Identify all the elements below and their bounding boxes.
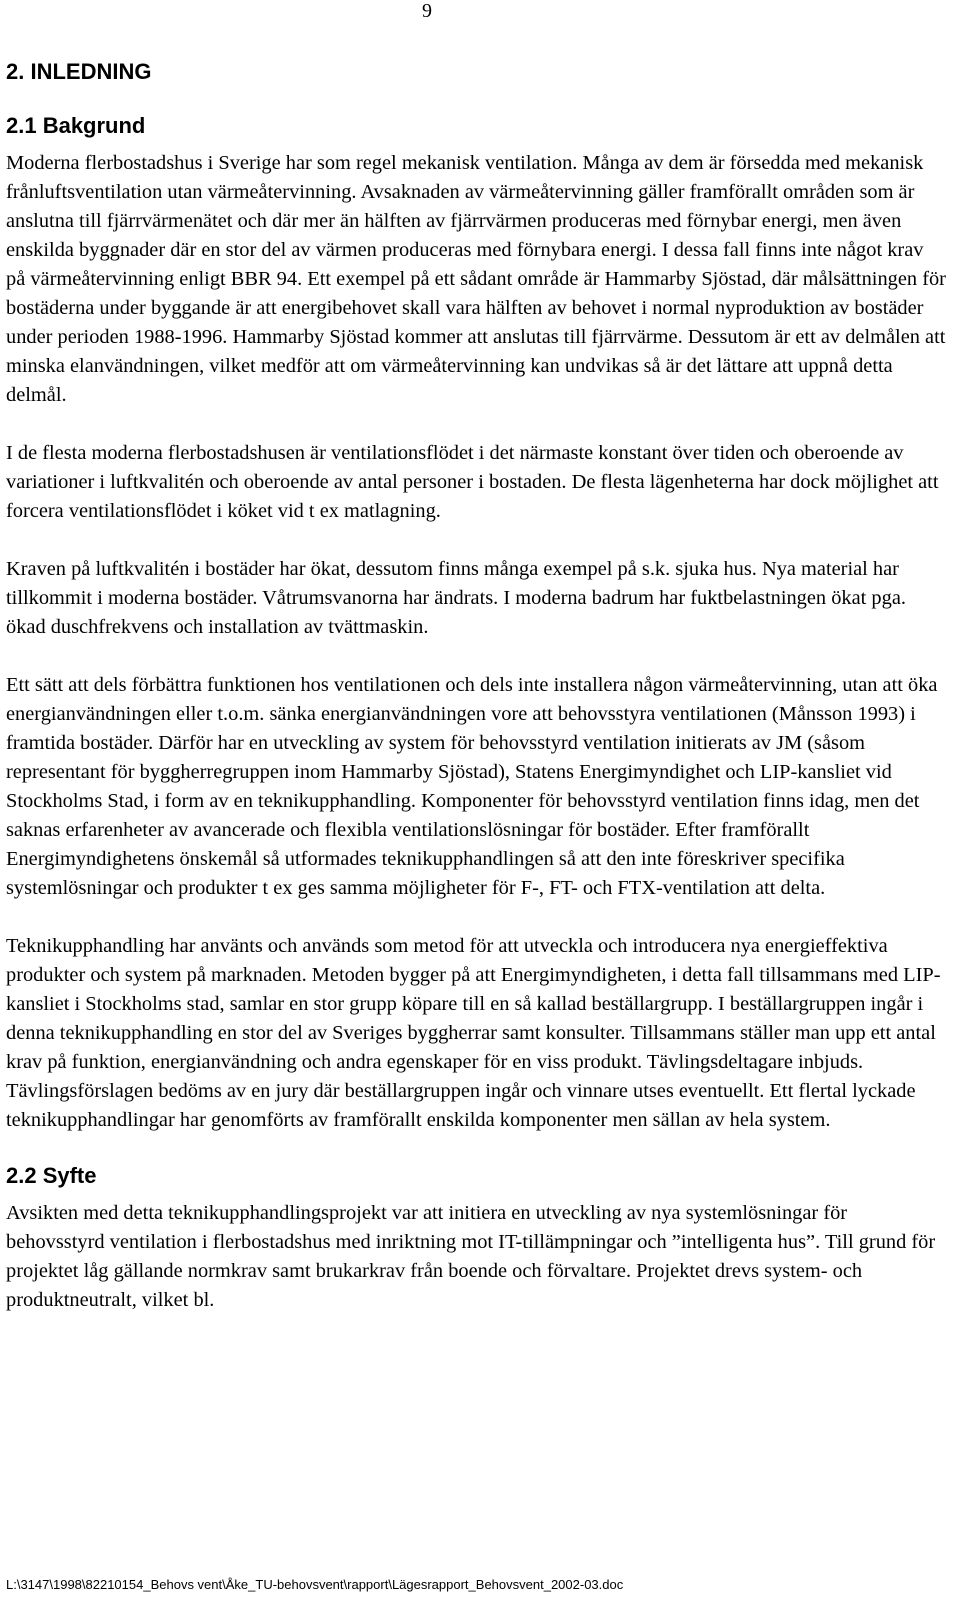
- paragraph: Kraven på luftkvalitén i bostäder har ökat, dessutom finns många exempel på s.k. sjuka hus. Nya material har tillkommit i moderna bostäder. Våtrumsvanorna har ändrats. I moderna badrum har fuktbelastningen ökat pga. ökad duschfrekvens och installation av tvättmaskin.: [6, 558, 906, 638]
- page-number: 9: [422, 0, 432, 22]
- document-body: [6, 57, 946, 1344]
- paragraph: Moderna flerbostadshus i Sverige har som regel mekanisk ventilation. Många av dem är försedda med mekanisk frånluftsventilation utan värmeåtervinning. Avsaknaden av värmeåtervinning gäller framförallt områden som är anslutna till fjärrvärmenätet och där mer än hälften av fjärrvärmen produceras med förnybar energi, men även enskilda byggnader där en stor del av värmen produceras med förnybara energi. I dessa fall finns inte något krav på värmeåtervinning enligt BBR 94. Ett exempel på ett sådant område är Hammarby Sjöstad, där målsättningen för bostäderna under byggande är att energibehovet skall vara hälften av behovet i normal nyproduktion av bostäder under perioden 1988-1996. Hammarby Sjöstad kommer att anslutas till fjärrvärme. Dessutom är ett av delmålen att minska elanvändningen, vilket medför att om värmeåtervinning kan undvikas så är det lättare att uppnå detta delmål.: [6, 152, 946, 406]
- section-heading-bakgrund: 2.1 Bakgrund: [6, 113, 146, 138]
- chapter-heading: 2. INLEDNING: [6, 59, 152, 84]
- paragraph: Teknikupphandling har använts och används som metod för att utveckla och introducera nya energieffektiva produkter och system på marknaden. Metoden bygger på att Energimyndigheten, i detta fall tillsammans med LIP-kansliet i Stockholms stad, samlar en stor grupp köpare till en så kallad beställargrupp. I beställargruppen ingår i denna teknikupphandling en stor del av Sveriges byggherrar samt konsulter. Tillsammans ställer man upp ett antal krav på funktion, energianvändning och andra egenskaper för en viss produkt. Tävlingsdeltagare inbjuds. Tävlingsförslagen bedöms av en jury där beställargruppen ingår och vinnare utses eventuellt. Ett flertal lyckade teknikupphandlingar har genomförts av framförallt enskilda komponenter men sällan av hela system.: [6, 935, 941, 1131]
- paragraph: Ett sätt att dels förbättra funktionen hos ventilationen och dels inte installera någon värmeåtervinning, utan att öka energianvändningen eller t.o.m. sänka energianvändningen vore att behovsstyra ventilationen (Månsson 1993) i framtida bostäder. Därför har en utveckling av system för behovsstyrd ventilation initierats av JM (såsom representant för byggherregruppen inom Hammarby Sjöstad), Statens Energimyndighet och LIP-kansliet vid Stockholms Stad, i form av en teknikupphandling. Komponenter för behovsstyrd ventilation finns idag, men det saknas erfarenheter av avancerade och flexibla ventilationslösningar för bostäder. Efter framförallt Energimyndighetens önskemål så utformades teknikupphandlingen så att den inte föreskriver specifika systemlösningar och produkter t ex ges samma möjligheter för F-, FT- och FTX-ventilation att delta.: [6, 674, 938, 899]
- footer-file-path: L:\3147\1998\82210154_Behovs vent\Åke_TU-behovsvent\rapport\Lägesrapport_Behovsvent_2002-03.doc: [6, 1577, 624, 1592]
- section-heading-syfte: 2.2 Syfte: [6, 1163, 97, 1188]
- paragraph: Avsikten med detta teknikupphandlingsprojekt var att initiera en utveckling av nya systemlösningar för behovsstyrd ventilation i flerbostadshus med inriktning mot IT-tillämpningar och ”intelligenta hus”. Till grund för projektet låg gällande normkrav samt brukarkrav från boende och förvaltare. Projektet drevs system- och produktneutralt, vilket bl.: [6, 1202, 936, 1311]
- paragraph: I de flesta moderna flerbostadshusen är ventilationsflödet i det närmaste konstant över tiden och oberoende av variationer i luftkvalitén och oberoende av antal personer i bostaden. De flesta lägenheterna har dock möjlighet att forcera ventilationsflödet i köket vid t ex matlagning.: [6, 442, 939, 522]
